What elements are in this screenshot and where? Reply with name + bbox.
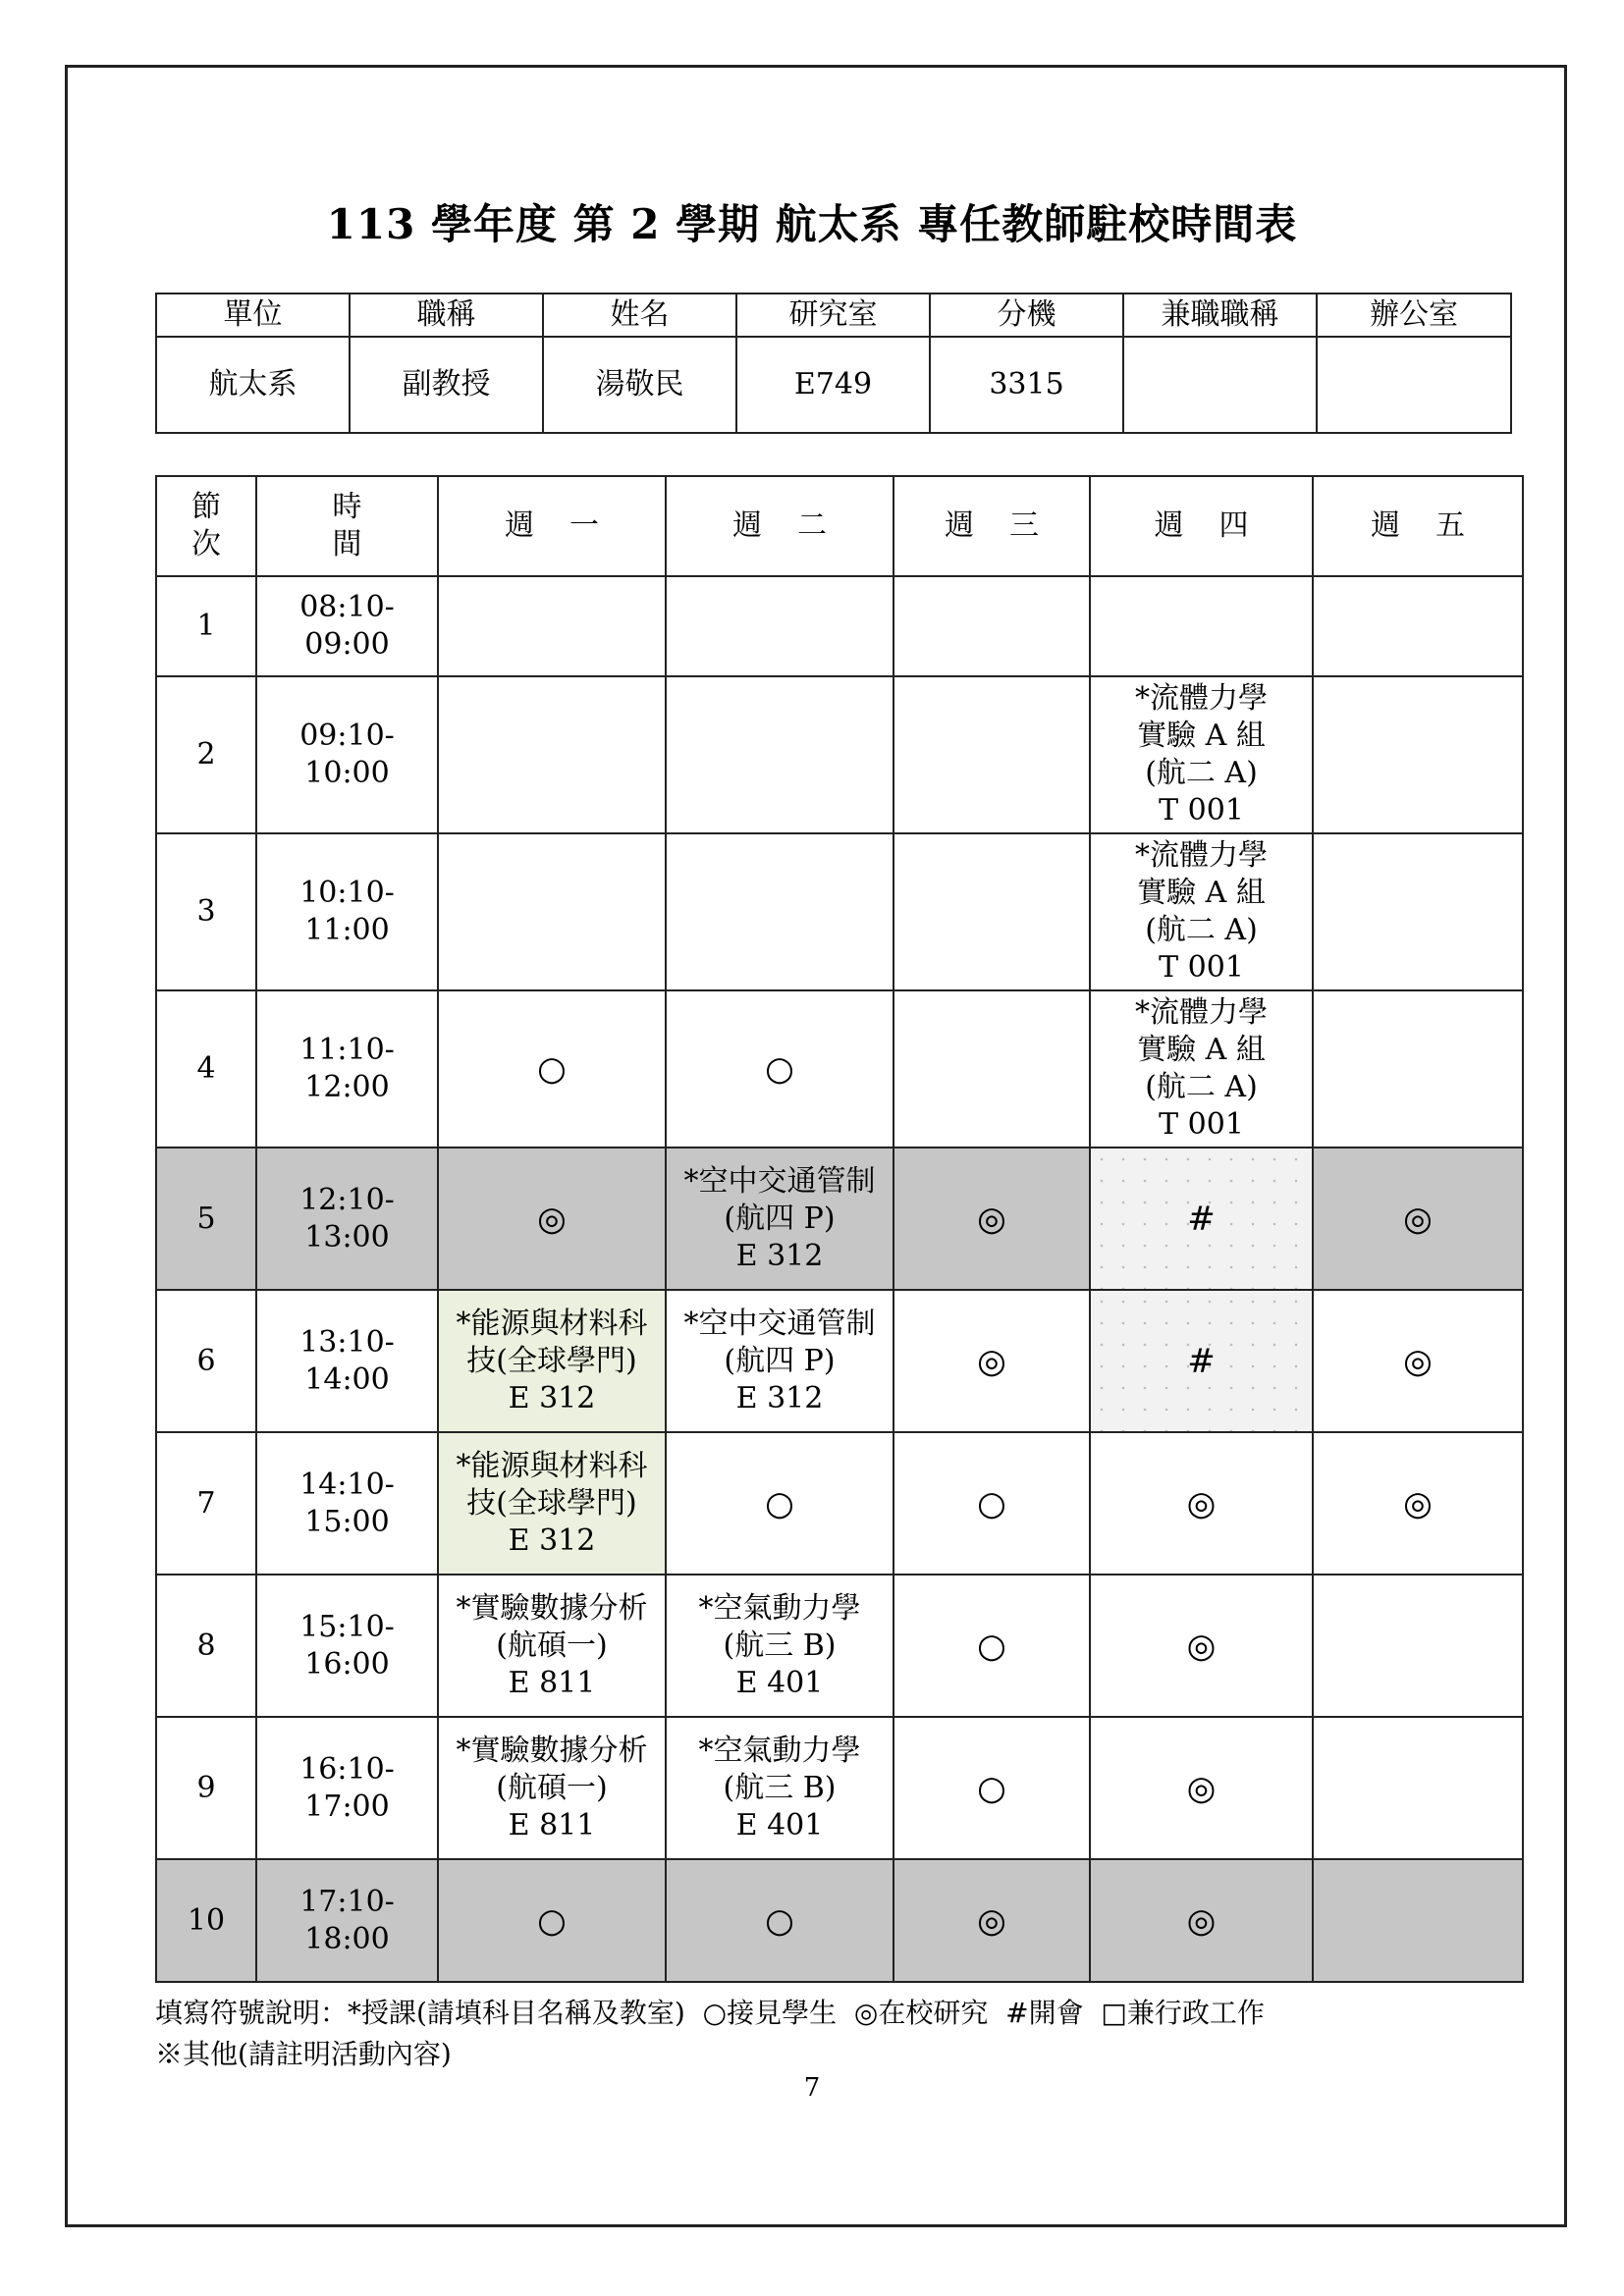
period-cell: 4 xyxy=(156,990,256,1148)
cell-thu: *流體力學 實驗 A 組 (航二 A) T 001 xyxy=(1090,833,1313,990)
period-cell: 10 xyxy=(156,1859,256,1982)
time-cell: 10:10-11:00 xyxy=(256,833,438,990)
info-header-unit: 單位 xyxy=(156,294,350,337)
cell-wed: ○ xyxy=(893,1717,1090,1859)
time-cell: 13:10-14:00 xyxy=(256,1290,438,1432)
info-header-concurrent-title: 兼職職稱 xyxy=(1123,294,1317,337)
period-cell: 6 xyxy=(156,1290,256,1432)
period-cell: 3 xyxy=(156,833,256,990)
cell-mon: *實驗數據分析 (航碩一) E 811 xyxy=(438,1717,666,1859)
cell-mon: *能源與材料科 技(全球學門) E 312 xyxy=(438,1432,666,1575)
cell-thu xyxy=(1090,576,1313,676)
page-number: 7 xyxy=(803,2073,821,2103)
info-value-admin-office xyxy=(1317,337,1511,433)
period-cell: 7 xyxy=(156,1432,256,1575)
cell-fri xyxy=(1313,1575,1523,1717)
cell-thu: # xyxy=(1090,1290,1313,1432)
schedule-header-row xyxy=(156,476,1523,576)
period-cell: 2 xyxy=(156,676,256,833)
cell-tue: *空氣動力學 (航三 B) E 401 xyxy=(666,1575,893,1717)
schedule-row-1 xyxy=(156,576,1523,676)
header-day-fri: 週五 xyxy=(1313,476,1523,576)
cell-thu: ◎ xyxy=(1090,1575,1313,1717)
cell-fri xyxy=(1313,1859,1523,1982)
info-value-title: 副教授 xyxy=(350,337,543,433)
legend-line-2: ※其他(請註明活動內容) xyxy=(155,2038,452,2070)
cell-tue: *空中交通管制 (航四 P) E 312 xyxy=(666,1290,893,1432)
info-header-name: 姓名 xyxy=(543,294,736,337)
info-header-office: 研究室 xyxy=(736,294,930,337)
cell-wed: ○ xyxy=(893,1575,1090,1717)
cell-wed xyxy=(893,833,1090,990)
header-day-mon: 週一 xyxy=(438,476,666,576)
time-cell: 12:10-13:00 xyxy=(256,1148,438,1290)
cell-mon: ○ xyxy=(438,990,666,1148)
legend-line-1: 填寫符號說明：*授課(請填科目名稱及教室) ○接見學生 ◎在校研究 #開會 □兼行政工作 xyxy=(155,1997,1265,2029)
time-cell: 17:10-18:00 xyxy=(256,1859,438,1982)
period-cell: 9 xyxy=(156,1717,256,1859)
cell-mon xyxy=(438,676,666,833)
cell-mon xyxy=(438,576,666,676)
schedule-row-4 xyxy=(156,990,1523,1148)
schedule-row-10 xyxy=(156,1859,1523,1982)
cell-wed xyxy=(893,576,1090,676)
schedule-row-2 xyxy=(156,676,1523,833)
cell-thu: # xyxy=(1090,1148,1313,1290)
cell-mon: *實驗數據分析 (航碩一) E 811 xyxy=(438,1575,666,1717)
cell-wed: ◎ xyxy=(893,1290,1090,1432)
cell-mon: ○ xyxy=(438,1859,666,1982)
header-day-thu: 週四 xyxy=(1090,476,1313,576)
time-cell: 14:10-15:00 xyxy=(256,1432,438,1575)
info-header-admin-office: 辦公室 xyxy=(1317,294,1511,337)
time-cell: 09:10-10:00 xyxy=(256,676,438,833)
time-cell: 15:10-16:00 xyxy=(256,1575,438,1717)
info-value-concurrent-title xyxy=(1123,337,1317,433)
cell-fri: ◎ xyxy=(1313,1290,1523,1432)
header-period: 節 次 xyxy=(156,476,256,576)
schedule-row-6 xyxy=(156,1290,1523,1432)
cell-tue: ○ xyxy=(666,1432,893,1575)
header-day-tue: 週二 xyxy=(666,476,893,576)
header-day-wed: 週三 xyxy=(893,476,1090,576)
page-title: 113 學年度 第 2 學期 航太系 專任教師駐校時間表 xyxy=(326,200,1298,248)
info-value-name: 湯敬民 xyxy=(543,337,736,433)
cell-fri: ◎ xyxy=(1313,1148,1523,1290)
cell-mon xyxy=(438,833,666,990)
info-header-title: 職稱 xyxy=(350,294,543,337)
cell-fri xyxy=(1313,576,1523,676)
schedule-row-9 xyxy=(156,1717,1523,1859)
cell-fri xyxy=(1313,1717,1523,1859)
schedule-row-7 xyxy=(156,1432,1523,1575)
cell-thu: ◎ xyxy=(1090,1717,1313,1859)
teacher-info-table xyxy=(155,293,1512,434)
cell-tue xyxy=(666,676,893,833)
cell-wed xyxy=(893,990,1090,1148)
info-value-office: E749 xyxy=(736,337,930,433)
time-cell: 16:10-17:00 xyxy=(256,1717,438,1859)
cell-fri xyxy=(1313,676,1523,833)
info-header-extension: 分機 xyxy=(930,294,1123,337)
cell-tue xyxy=(666,576,893,676)
header-time: 時 間 xyxy=(256,476,438,576)
symbol-legend xyxy=(155,1993,1265,2075)
period-cell: 5 xyxy=(156,1148,256,1290)
cell-wed: ◎ xyxy=(893,1148,1090,1290)
schedule-row-5 xyxy=(156,1148,1523,1290)
period-cell: 8 xyxy=(156,1575,256,1717)
cell-tue xyxy=(666,833,893,990)
cell-wed xyxy=(893,676,1090,833)
schedule-table xyxy=(155,475,1524,1983)
schedule-row-3 xyxy=(156,833,1523,990)
cell-wed: ○ xyxy=(893,1432,1090,1575)
cell-wed: ◎ xyxy=(893,1859,1090,1982)
period-cell: 1 xyxy=(156,576,256,676)
cell-mon: ◎ xyxy=(438,1148,666,1290)
cell-thu: ◎ xyxy=(1090,1859,1313,1982)
cell-thu: ◎ xyxy=(1090,1432,1313,1575)
cell-fri xyxy=(1313,990,1523,1148)
cell-fri: ◎ xyxy=(1313,1432,1523,1575)
cell-thu: *流體力學 實驗 A 組 (航二 A) T 001 xyxy=(1090,676,1313,833)
cell-mon: *能源與材料科 技(全球學門) E 312 xyxy=(438,1290,666,1432)
info-value-extension: 3315 xyxy=(930,337,1123,433)
cell-tue: ○ xyxy=(666,990,893,1148)
cell-tue: *空氣動力學 (航三 B) E 401 xyxy=(666,1717,893,1859)
time-cell: 11:10-12:00 xyxy=(256,990,438,1148)
cell-tue: ○ xyxy=(666,1859,893,1982)
time-cell: 08:10-09:00 xyxy=(256,576,438,676)
cell-fri xyxy=(1313,833,1523,990)
schedule-row-8 xyxy=(156,1575,1523,1717)
info-value-unit: 航太系 xyxy=(156,337,350,433)
cell-tue: *空中交通管制 (航四 P) E 312 xyxy=(666,1148,893,1290)
cell-thu: *流體力學 實驗 A 組 (航二 A) T 001 xyxy=(1090,990,1313,1148)
